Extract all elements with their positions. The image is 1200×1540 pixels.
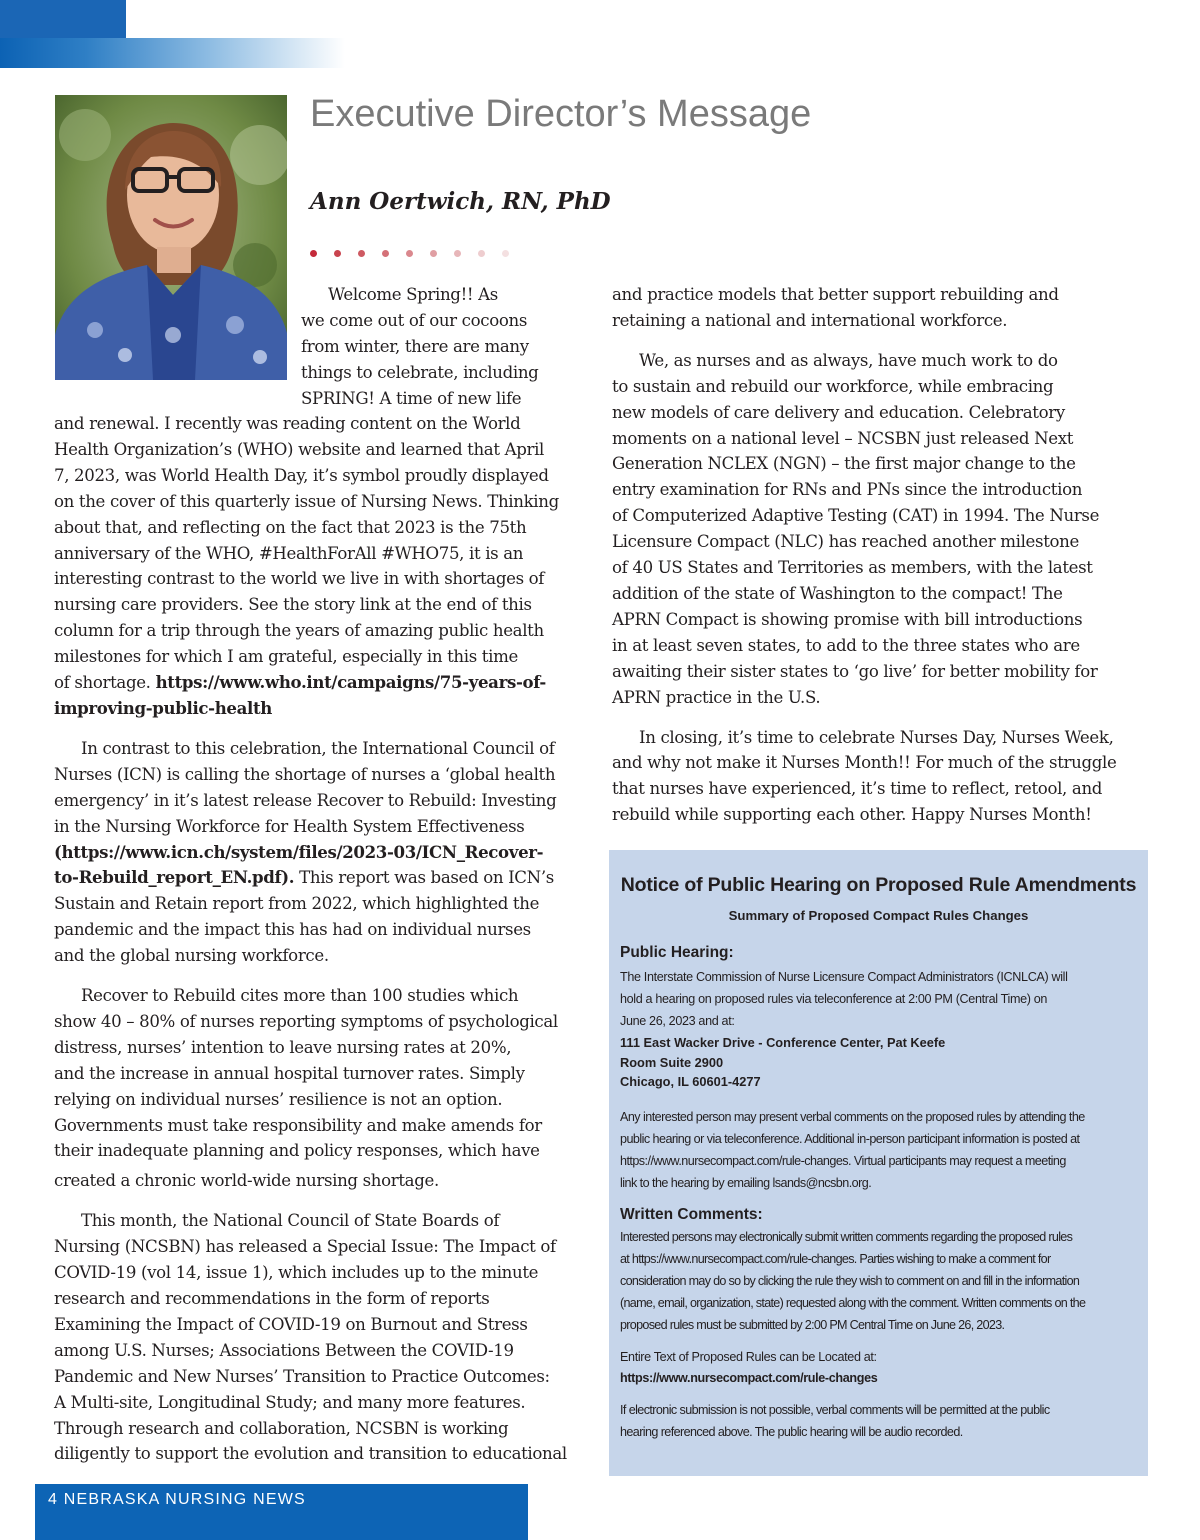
article-line: APRN practice in the U.S.: [612, 687, 821, 707]
article-line: rebuild while supporting each other. Happy Nurses Month!: [612, 805, 1092, 825]
article-line: research and recommendations in the form of reports: [54, 1289, 490, 1308]
article-line: In contrast to this celebration, the International Council of: [81, 738, 555, 758]
footer-text: 4 NEBRASKA NURSING NEWS: [48, 1491, 306, 1508]
divider-dot: [454, 250, 461, 257]
address-line: Chicago, IL 60601-4277: [620, 1074, 761, 1089]
article-line: 7, 2023, was World Health Day, it’s symbol proudly displayed: [54, 465, 549, 485]
article-line: of 40 US States and Territories as members, with the latest: [612, 558, 1093, 578]
who-link[interactable]: https://www.who.int/campaigns/75-years-of-: [155, 672, 546, 693]
page-footer: [35, 1484, 528, 1540]
article-line: moments on a national level – NCSBN just released Next: [612, 428, 1074, 448]
author-photo: [55, 95, 287, 380]
article-line: to sustain and rebuild our workforce, while embracing: [612, 376, 1054, 396]
public-hearing-notice: [609, 850, 1148, 1476]
article-line: about that, and reflecting on the fact that 2023 is the 75th: [54, 517, 527, 537]
written-line: Interested persons may electronically submit written comments regarding the proposed rules: [620, 1230, 1073, 1244]
article-line: awaiting their sister states to ‘go live’ for better mobility for: [612, 661, 1098, 681]
closing-line: If electronic submission is not possible, verbal comments will be permitted at the public: [620, 1403, 1050, 1417]
article-line: of Computerized Adaptive Testing (CAT) in 1994. The Nurse: [612, 506, 1100, 526]
hearing-line: hold a hearing on proposed rules via teleconference at 2:00 PM (Central Time) on: [620, 992, 1048, 1006]
article-line: milestones for which I am grateful, especially in this time: [54, 647, 518, 667]
article-line: from winter, there are many: [301, 336, 529, 356]
article-line: APRN Compact is showing promise with bill introductions: [612, 609, 1083, 629]
icn-link[interactable]: (https://www.icn.ch/system/files/2023-03/ICN_Recover-: [54, 841, 544, 862]
hearing-line: The Interstate Commission of Nurse Licensure Compact Administrators (ICNLCA) will: [620, 970, 1068, 984]
hearing-line: June 26, 2023 and at:: [620, 1014, 735, 1028]
article-line: and the increase in annual hospital turnover rates. Simply: [54, 1063, 525, 1083]
article-left-column: [54, 411, 567, 1467]
article-line: Through research and collaboration, NCSBN is working: [54, 1418, 509, 1438]
article-line: A Multi-site, Longitudinal Study; and many more features.: [54, 1392, 526, 1412]
divider-dot: [430, 250, 437, 257]
article-line: interesting contrast to the world we live in with shortages of: [54, 569, 545, 589]
hearing-address: [620, 1033, 945, 1092]
article-line: pandemic and the impact this has had on individual nurses: [54, 920, 531, 940]
comment-line: public hearing or via teleconference. Additional in-person participant information is posted at: [620, 1132, 1080, 1146]
divider-dot: [382, 250, 389, 257]
article-text: of shortage.: [54, 673, 151, 693]
written-line: consideration may do so by clicking the rule they wish to comment on and fill in the information: [620, 1274, 1080, 1288]
icn-link-continued[interactable]: to-Rebuild_report_EN.pdf).: [54, 867, 295, 888]
article-line: Generation NCLEX (NGN) – the first major change to the: [612, 454, 1076, 474]
page-title: Executive Director’s Message: [310, 93, 812, 135]
article-line: We, as nurses and as always, have much work to do: [639, 350, 1058, 370]
author-name: Ann Oertwich, RN, PhD: [310, 188, 611, 215]
written-line: proposed rules must be submitted by 2:00 PM Central Time on June 26, 2023.: [620, 1318, 1005, 1332]
article-line: relying on individual nurses’ resilience is not an option.: [54, 1089, 503, 1109]
article-line: Nursing (NCSBN) has released a Special Issue: The Impact of: [54, 1237, 556, 1257]
header-color-block: [0, 0, 126, 38]
article-line: Pandemic and New Nurses’ Transition to Practice Outcomes:: [54, 1366, 550, 1386]
hearing-text: [620, 966, 1068, 1032]
article-line: diligently to support the evolution and transition to educational: [54, 1444, 567, 1464]
article-line: among U.S. Nurses; Associations Between the COVID-19: [54, 1340, 514, 1360]
divider-dot: [406, 250, 413, 257]
article-line: Governments must take responsibility and make amends for: [54, 1115, 542, 1135]
divider-dot: [334, 250, 341, 257]
article-intro-wrap: [301, 282, 538, 412]
header-gradient-bar: [0, 38, 345, 68]
article-line: Welcome Spring!! As: [328, 285, 498, 304]
article-line: In closing, it’s time to celebrate Nurses Day, Nurses Week,: [639, 727, 1114, 747]
entire-text-block: [620, 1346, 877, 1388]
article-line: This month, the National Council of State Boards of: [81, 1211, 500, 1231]
written-comments-text: [620, 1226, 1085, 1336]
article-line: Recover to Rebuild cites more than 100 studies which: [81, 986, 519, 1006]
article-line: on the cover of this quarterly issue of Nursing News. Thinking: [54, 491, 559, 511]
divider-dot: [358, 250, 365, 257]
address-line: 111 East Wacker Drive - Conference Center, Pat Keefe: [620, 1035, 946, 1050]
article-line: anniversary of the WHO, #HealthForAll #WHO75, it is an: [54, 543, 524, 563]
notice-subtitle: Summary of Proposed Compact Rules Changes: [728, 908, 1029, 923]
article-line: retaining a national and international workforce.: [612, 310, 1008, 330]
article-line: created a chronic world-wide nursing shortage.: [54, 1171, 439, 1191]
article-line: [54, 865, 567, 891]
article-line: entry examination for RNs and PNs since the introduction: [612, 480, 1083, 500]
article-line: that nurses have experienced, it’s time to reflect, retool, and: [612, 779, 1103, 799]
article-line: Sustain and Retain report from 2022, which highlighted the: [54, 894, 540, 914]
article-line: show 40 – 80% of nurses reporting symptoms of psychological: [54, 1011, 558, 1031]
article-line: [54, 670, 567, 696]
notice-title: Notice of Public Hearing on Proposed Rule Amendments: [620, 874, 1137, 896]
divider-dot: [502, 250, 509, 257]
divider-dot: [310, 250, 317, 257]
written-line: at https://www.nursecompact.com/rule-changes. Parties wishing to make a comment for: [620, 1252, 1051, 1266]
rule-changes-link[interactable]: https://www.nursecompact.com/rule-changes: [620, 1371, 878, 1385]
article-line: Health Organization’s (WHO) website and learned that April: [54, 439, 544, 459]
written-line: (name, email, organization, state) requested along with the comment. Written comments on the: [620, 1296, 1086, 1310]
comment-line: link to the hearing by emailing lsands@ncsbn.org.: [620, 1176, 872, 1190]
comment-line: https://www.nursecompact.com/rule-changes. Virtual participants may request a meeting: [620, 1154, 1066, 1168]
article-line: emergency’ in it’s latest release Recover to Rebuild: Investing: [54, 790, 557, 810]
article-line: new models of care delivery and education. Celebratory: [612, 402, 1065, 422]
article-line: we come out of our cocoons: [301, 310, 527, 330]
closing-line: hearing referenced above. The public hearing will be audio recorded.: [620, 1425, 963, 1439]
written-comments-heading: Written Comments:: [620, 1206, 763, 1223]
article-line: distress, nurses’ intention to leave nursing rates at 20%,: [54, 1037, 512, 1057]
article-line: COVID-19 (vol 14, issue 1), which includes up to the minute: [54, 1263, 539, 1283]
article-line: and renewal. I recently was reading content on the World: [54, 414, 521, 433]
article-line: and why not make it Nurses Month!! For much of the struggle: [612, 753, 1117, 773]
article-line: Licensure Compact (NLC) has reached another milestone: [612, 532, 1079, 552]
address-line: Room Suite 2900: [620, 1054, 724, 1070]
article-line: addition of the state of Washington to the compact! The: [612, 583, 1063, 603]
divider-dot: [478, 250, 485, 257]
article-line: in the Nursing Workforce for Health System Effectiveness: [54, 816, 525, 836]
who-link-continued[interactable]: improving-public-health: [54, 697, 272, 718]
hearing-heading: Public Hearing:: [620, 944, 734, 961]
verbal-comments-text: [620, 1106, 1085, 1194]
article-text: This report was based on ICN’s: [299, 868, 554, 888]
article-line: their inadequate planning and policy responses, which have: [54, 1141, 540, 1161]
article-line: in at least seven states, to add to the three states who are: [612, 635, 1080, 655]
comment-line: Any interested person may present verbal comments on the proposed rules by attending the: [620, 1110, 1085, 1124]
article-line: column for a trip through the years of amazing public health: [54, 621, 544, 641]
article-line: things to celebrate, including: [301, 362, 539, 382]
article-line: Nurses (ICN) is calling the shortage of nurses a ‘global health: [54, 764, 556, 784]
article-line: and the global nursing workforce.: [54, 946, 329, 966]
entire-text-label: Entire Text of Proposed Rules can be Located at:: [620, 1350, 877, 1364]
article-right-column: [612, 282, 1116, 828]
closing-note: [620, 1399, 1050, 1443]
article-line: and practice models that better support rebuilding and: [612, 285, 1059, 304]
article-line: SPRING! A time of new life: [301, 388, 522, 408]
article-line: nursing care providers. See the story link at the end of this: [54, 595, 532, 615]
article-line: Examining the Impact of COVID-19 on Burnout and Stress: [54, 1314, 528, 1334]
